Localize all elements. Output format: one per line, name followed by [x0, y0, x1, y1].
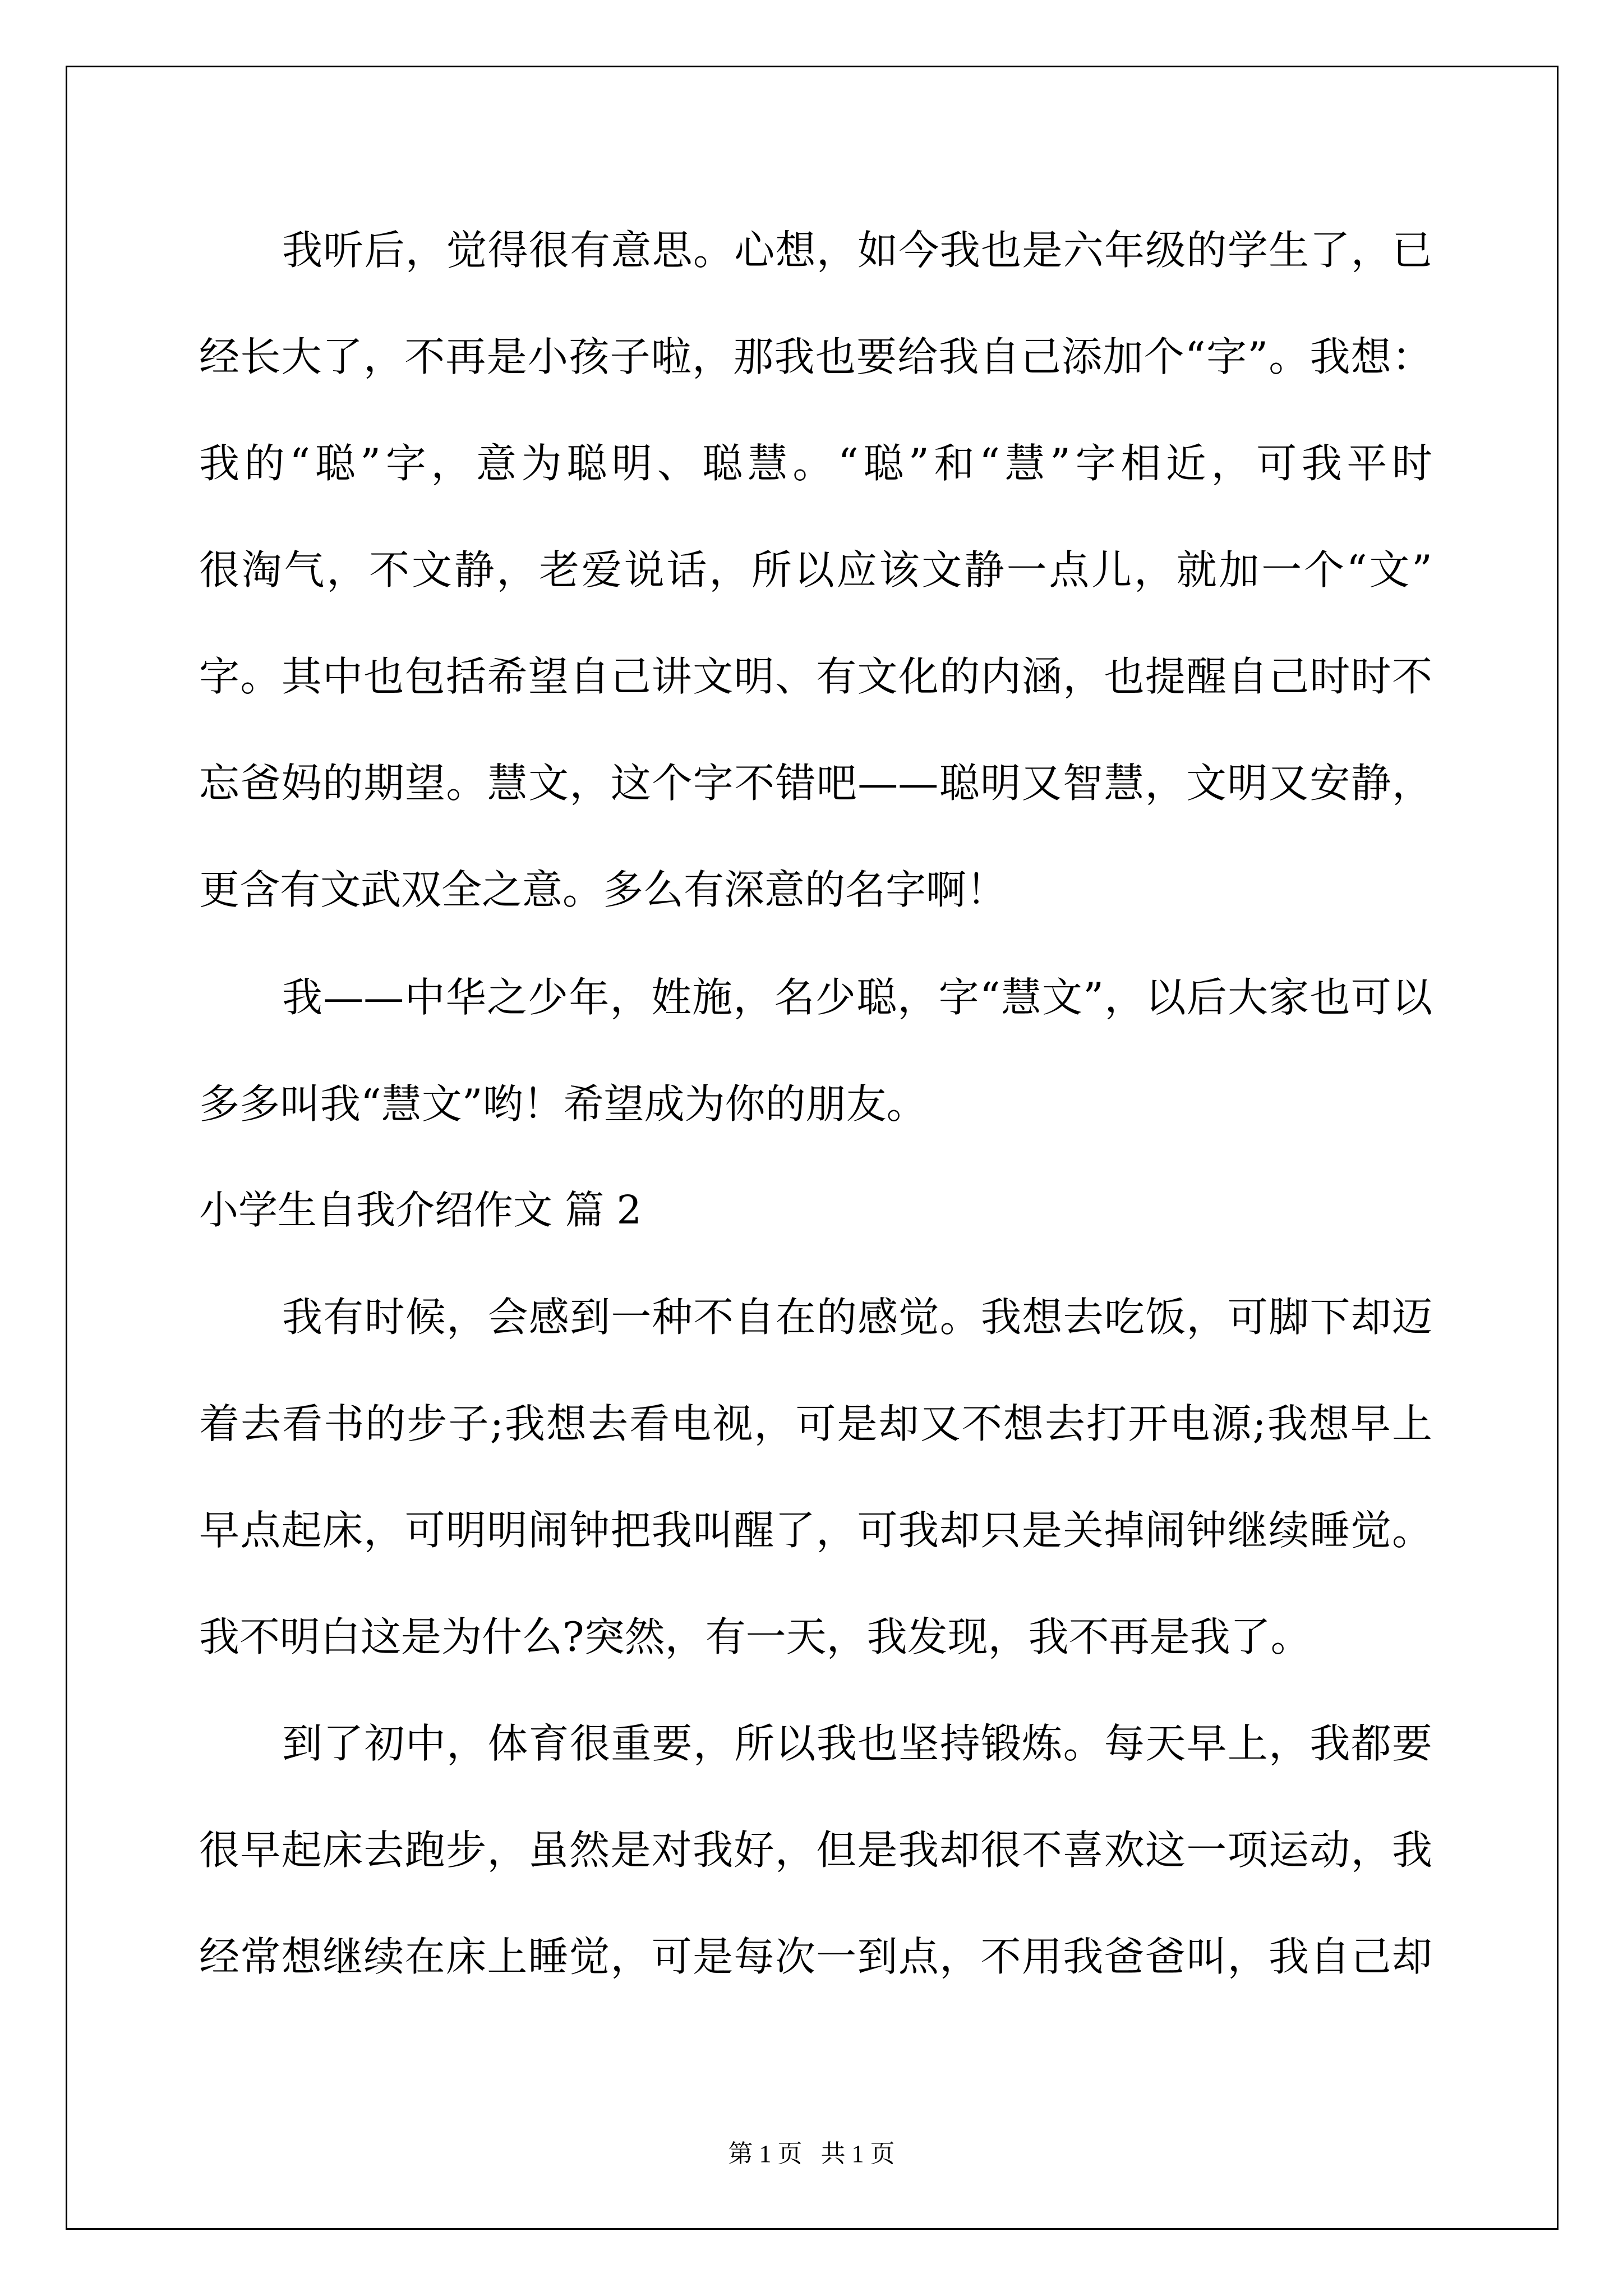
paragraph-1-line-3: 我的“聪”字，意为聪明、聪慧。“聪”和“慧”字相近，可我平时 [199, 440, 1432, 487]
section-title: 小学生自我介绍作文 篇 2 [199, 1187, 642, 1233]
paragraph-4-line-1: 到了初中，体育很重要，所以我也坚持锻炼。每天早上，我都要 [282, 1720, 1432, 1767]
paragraph-1-line-7: 更含有文武双全之意。多么有深意的名字啊！ [199, 866, 1007, 913]
page-footer: 第 1 页 共 1 页 [728, 2140, 895, 2168]
paragraph-3-line-4: 我不明白这是为什么?突然，有一天，我发现，我不再是我了。 [199, 1613, 1311, 1660]
paragraph-4-line-3: 经常想继续在床上睡觉，可是每次一到点，不用我爸爸叫，我自己却 [199, 1933, 1432, 1980]
paragraph-3-line-2: 着去看书的步子;我想去看电视，可是却又不想去打开电源;我想早上 [199, 1400, 1432, 1447]
paragraph-1-line-5: 字。其中也包括希望自己讲文明、有文化的内涵，也提醒自己时时不 [199, 653, 1432, 700]
paragraph-2-line-1: 我——中华之少年，姓施，名少聪，字“慧文”，以后大家也可以 [282, 974, 1432, 1021]
paragraph-1-line-2: 经长大了，不再是小孩子啦，那我也要给我自己添加个“字”。我想： [199, 333, 1432, 380]
page-border [66, 66, 1559, 2230]
paragraph-3-line-3: 早点起床，可明明闹钟把我叫醒了，可我却只是关掉闹钟继续睡觉。 [199, 1507, 1432, 1554]
paragraph-2-line-2: 多多叫我“慧文”哟！希望成为你的朋友。 [199, 1080, 927, 1128]
paragraph-3-line-1: 我有时候，会感到一种不自在的感觉。我想去吃饭，可脚下却迈 [282, 1294, 1432, 1341]
paragraph-1-line-4: 很淘气，不文静，老爱说话，所以应该文静一点儿，就加一个“文” [199, 546, 1432, 593]
paragraph-1-line-1: 我听后，觉得很有意思。心想，如今我也是六年级的学生了，已 [282, 227, 1432, 274]
paragraph-1-line-6: 忘爸妈的期望。慧文，这个字不错吧——聪明又智慧，文明又安静， [199, 760, 1432, 807]
paragraph-4-line-2: 很早起床去跑步，虽然是对我好，但是我却很不喜欢这一项运动，我 [199, 1826, 1432, 1874]
